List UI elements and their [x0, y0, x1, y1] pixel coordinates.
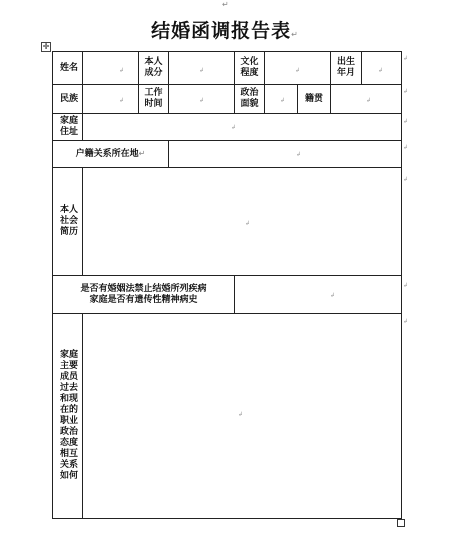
- question-hereditary-mental-illness: 家庭是否有遗传性精神病史: [89, 294, 198, 305]
- birth-cell: [331, 52, 402, 85]
- field-personal-history[interactable]: ↲: [83, 168, 402, 276]
- field-disease-answers[interactable]: ↲: [235, 276, 402, 314]
- row-end-mark: ↲: [403, 176, 409, 183]
- label-work-time: 工作 时间: [139, 85, 169, 114]
- label-name: 姓名: [53, 52, 83, 85]
- label-disease-questions: [53, 276, 235, 314]
- field-name[interactable]: ↲: [83, 52, 139, 85]
- row-end-mark: ↲: [403, 282, 409, 289]
- label-household-registration: 户籍关系所在地↵: [53, 141, 169, 168]
- label-family-members: 家庭 主要 成员 过去 和现 在的 职业 政治 态度 相互 关系 如何: [53, 314, 83, 519]
- title-text: 结婚函调报告表: [151, 20, 292, 42]
- paragraph-mark: ↵: [222, 0, 229, 9]
- row-household-registration: [53, 141, 402, 168]
- row-personal-history: [53, 168, 402, 276]
- row-home-address: [53, 114, 402, 141]
- row-disease-questions: [53, 276, 402, 314]
- document-title: [0, 16, 450, 43]
- row-end-mark: ↲: [403, 55, 409, 62]
- row-basic-info-2: [53, 85, 402, 114]
- field-political-status[interactable]: ↲: [265, 85, 298, 114]
- row-family-members: [53, 314, 402, 519]
- field-native-place[interactable]: ↲: [331, 85, 402, 114]
- field-ethnicity[interactable]: ↲: [83, 85, 139, 114]
- table-move-handle-icon[interactable]: ✛: [42, 42, 50, 51]
- field-home-address[interactable]: ↲: [83, 114, 402, 141]
- label-native-place: 籍贯: [298, 85, 331, 114]
- row-basic-info-1: [53, 52, 402, 85]
- field-education[interactable]: ↲: [265, 52, 331, 85]
- report-form-table: [52, 51, 402, 519]
- label-education: 文化 程度: [235, 52, 265, 85]
- table-resize-handle[interactable]: [397, 519, 405, 527]
- label-birth-date: 出生 年月: [331, 52, 362, 84]
- label-personal-history: 本人 社会 简历: [53, 168, 83, 276]
- row-end-mark: ↲: [403, 118, 409, 125]
- label-home-address: 家庭 住址: [53, 114, 83, 141]
- label-ethnicity: 民族: [53, 85, 83, 114]
- question-forbidden-disease: 是否有婚姻法禁止结婚所列疾病: [80, 283, 207, 294]
- field-birth-date[interactable]: ↲: [377, 67, 383, 74]
- row-end-mark: ↲: [403, 318, 409, 325]
- label-political-status: 政治 面貌: [235, 85, 265, 114]
- field-household-registration[interactable]: ↲: [169, 141, 402, 168]
- field-family-members[interactable]: ↲: [83, 314, 402, 519]
- row-end-mark: ↲: [403, 144, 409, 151]
- field-personal-status[interactable]: ↲: [169, 52, 235, 85]
- row-end-mark: ↲: [403, 88, 409, 95]
- label-personal-status: 本人 成分: [139, 52, 169, 85]
- field-work-time[interactable]: ↲: [169, 85, 235, 114]
- title-paragraph-mark: ↵: [291, 30, 299, 39]
